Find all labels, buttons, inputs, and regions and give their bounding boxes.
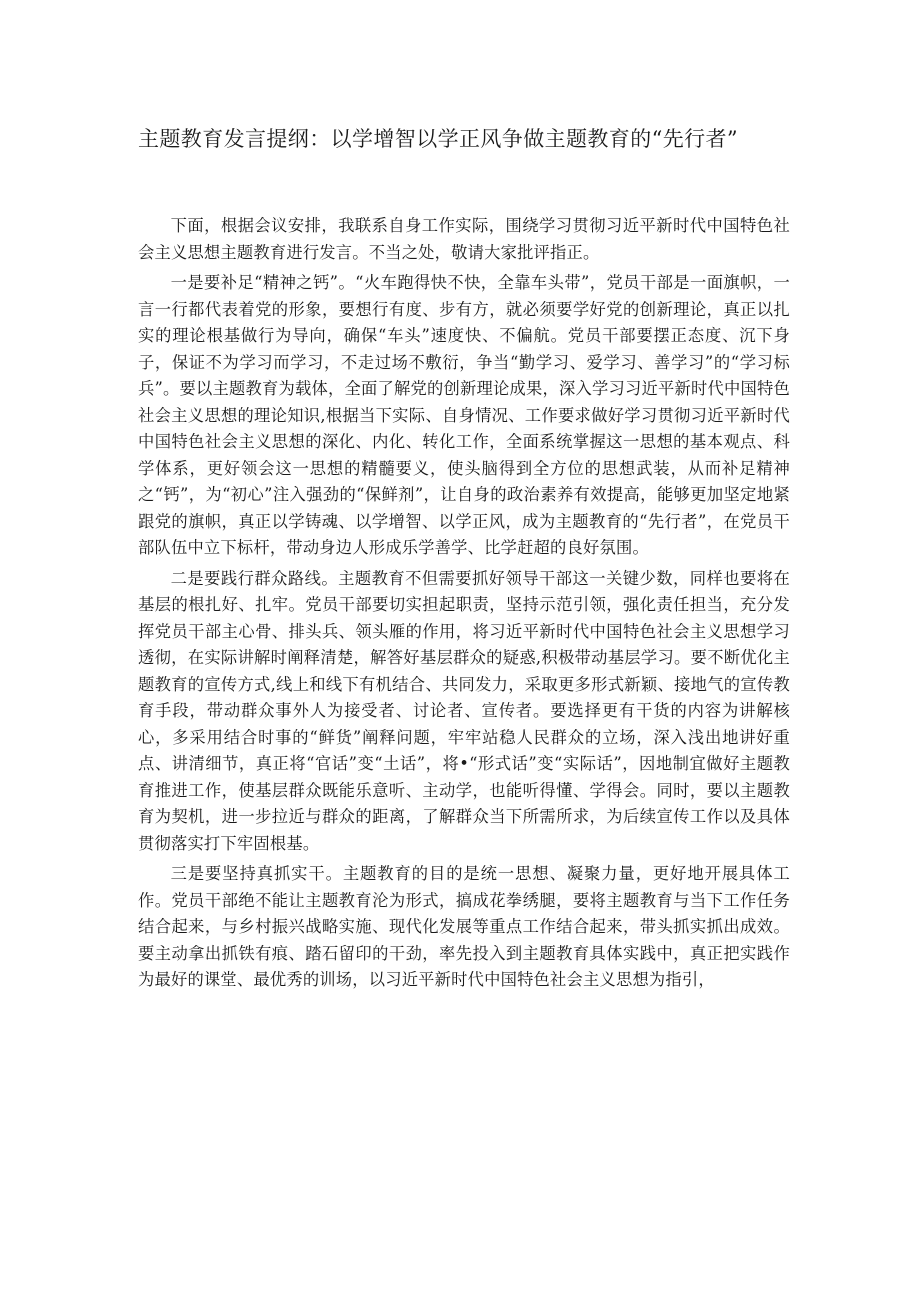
paragraph-point-three: 三是要坚持真抓实干。主题教育的目的是统一思想、凝聚力量，更好地开展具体工作。党员干部绝不能让主题教育沦为形式，搞成花拳绣腿，要将主题教育与当下工作任务结合起来，与乡村振兴战略实施、现代化发展等重点工作结合起来，带头抓实抓出成效。要主动拿出抓铁有痕、踏石留印的干劲，率先投入到主题教育具体实践中，真正把实践作为最好的课堂、最优秀的训场，以习近平新时代中国特色社会主义思想为指引， (138, 864, 790, 989)
paragraph-point-one: 一是要补足“精神之钙”。“火车跑得快不快，全靠车头带”，党员干部是一面旗帜，一言一行都代表着党的形象，要想行有度、步有方，就必须要学好党的创新理论，真正以扎实的理论根基做行为导向，确保“车头”速度快、不偏航。党员干部要摆正态度、沉下身子，保证不为学习而学习，不走过场不敷衍，争当“勤学习、爱学习、善学习”的“学习标兵”。要以主题教育为载体，全面了解党的创新理论成果，深入学习习近平新时代中国特色社会主义思想的理论知识,根据当下实际、自身情况、工作要求做好学习贯彻习近平新时代中国特色社会主义思想的深化、内化、转化工作，全面系统掌握这一思想的基本观点、科学体系，更好领会这一思想的精髓要义，使头脑得到全方位的思想武装，从而补足精神之“钙”，为“初心”注入强劲的“保鲜剂”，让自身的政治素养有效提高，能够更加坚定地紧跟党的旗帜，真正以学铸魂、以学增智、以学正风，成为主题教育的“先行者”，在党员干部队伍中立下标杆，带动身边人形成乐学善学、比学赶超的良好氛围。 (138, 273, 790, 557)
paragraph-point-two: 二是要践行群众路线。主题教育不但需要抓好领导干部这一关键少数，同样也要将在基层的根扎好、扎牢。党员干部要切实担起职责，坚持示范引领，强化责任担当，充分发挥党员干部主心骨、排头兵、领头雁的作用，将习近平新时代中国特色社会主义思想学习透彻，在实际讲解时阐释清楚，解答好基层群众的疑惑,积极带动基层学习。要不断优化主题教育的宣传方式,线上和线下有机结合、共同发力，采取更多形式新颖、接地气的宣传教育手段，带动群众事外人为接受者、讨论者、宣传者。要选择更有干货的内容为讲解核心，多采用结合时事的“鲜货”阐释问题，牢牢站稳人民群众的立场，深入浅出地讲好重点、讲清细节，真正将“官话”变“土话”，将•“形式话”变“实际话”，因地制宜做好主题教育推进工作，使基层群众既能乐意听、主动学，也能听得懂、学得会。同时，要以主题教育为契机，进一步拉近与群众的距离，了解群众当下所需所求，为后续宣传工作以及具体贯彻落实打下牢固根基。 (138, 568, 790, 853)
paragraph-intro: 下面，根据会议安排，我联系自身工作实际，围绕学习贯彻习近平新时代中国特色社会主义思想主题教育进行发言。不当之处，敬请大家批评指正。 (138, 216, 790, 262)
document-body (138, 213, 790, 998)
document-title: 主题教育发言提纲：以学增智以学正风争做主题教育的“先行者” (138, 127, 739, 151)
